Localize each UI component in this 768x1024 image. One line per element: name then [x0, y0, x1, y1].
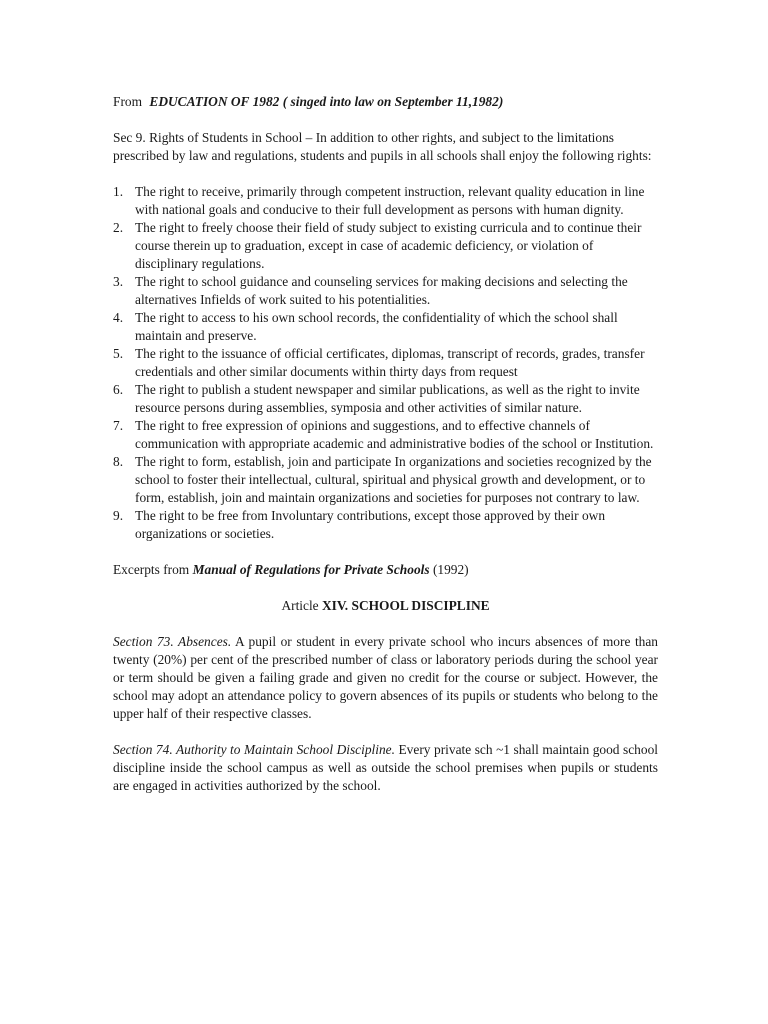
list-item: [113, 309, 658, 345]
article-prefix: Article: [281, 598, 319, 613]
list-item-text: The right to be free from Involuntary contributions, except those approved by their own organizations or societies.: [135, 508, 606, 541]
list-item: [113, 507, 658, 543]
list-item: [113, 273, 658, 309]
article-title: XIV. SCHOOL DISCIPLINE: [321, 598, 490, 613]
list-item: [113, 453, 658, 507]
list-item: [113, 219, 658, 273]
list-item-text: The right to free expression of opinions and suggestions, and to effective channels of communication with appropriate academic and administrative bodies of the school or Institution.: [135, 418, 654, 451]
document-page: [113, 93, 658, 813]
list-item: [113, 381, 658, 417]
list-item-number: 4.: [113, 310, 124, 325]
list-item-text: The right to form, establish, join and participate In organizations and societies recognized by the school to foster their intellectual, cultural, spiritual and physical growth and development, or to form, establish, join and maintain organizations and societies for purposes not contrary to law.: [135, 454, 652, 505]
list-item-text: The right to freely choose their field of study subject to existing curricula and to continue their course therein up to graduation, except in case of academic deficiency, or violation of disciplinary regulations.: [135, 220, 642, 271]
list-item-text: The right to the issuance of official certificates, diplomas, transcript of records, grades, transfer credentials and other similar documents within thirty days from request: [135, 346, 645, 379]
list-item-number: 9.: [113, 508, 124, 523]
article-heading: [113, 597, 658, 615]
excerpt-prefix: Excerpts from: [113, 562, 190, 577]
list-item-text: The right to school guidance and counseling services for making decisions and selecting the alternatives Infields of work suited to his potentialities.: [135, 274, 628, 307]
list-item-number: 3.: [113, 274, 124, 289]
section-73-title: Section 73. Absences.: [113, 634, 232, 649]
list-item-number: 7.: [113, 418, 124, 433]
list-item-text: The right to publish a student newspaper and similar publications, as well as the right to invite resource persons during assemblies, symposia and other activities of similar nature.: [135, 382, 640, 415]
list-item-number: 5.: [113, 346, 124, 361]
list-item-number: 6.: [113, 382, 124, 397]
section-73: [113, 633, 658, 723]
section-73-text: A pupil or student in every private school who incurs absences of more than twenty (20%) per cent of the prescribed number of class or laboratory periods during the school year or term should be given a failing grade and given no credit for the course or subject. However, the school may adopt an attendance policy to govern absences of its pupils or students who belong to the upper half of their respective classes.: [113, 634, 658, 721]
manual-year: (1992): [432, 562, 469, 577]
list-item-number: 2.: [113, 220, 124, 235]
rights-list: [113, 183, 658, 543]
section-9-intro: Sec 9. Rights of Students in School – In addition to other rights, and subject to the limitations prescribed by law and regulations, students and pupils in all schools shall enjoy the following rights:: [113, 130, 652, 163]
list-item-number: 1.: [113, 184, 124, 199]
list-item-text: The right to access to his own school records, the confidentiality of which the school shall maintain and preserve.: [135, 310, 618, 343]
source-title: EDUCATION OF 1982 ( singed into law on September 11,1982): [149, 94, 504, 109]
list-item: [113, 345, 658, 381]
section-74-title: Section 74. Authority to Maintain School Discipline.: [113, 742, 395, 757]
section-74-text: Every private sch ~1 shall maintain good school discipline inside the school campus as well as outside the school premises when pupils or students are engaged in activities authorized by the school.: [113, 742, 658, 793]
list-item-number: 8.: [113, 454, 124, 469]
excerpt-line: [113, 561, 658, 579]
source-prefix: From: [113, 94, 143, 109]
list-item-text: The right to receive, primarily through competent instruction, relevant quality education in line with national goals and conducive to their full development as persons with human dignity.: [135, 184, 645, 217]
source-line: [113, 93, 658, 111]
list-item: [113, 183, 658, 219]
list-item: [113, 417, 658, 453]
section-74: [113, 741, 658, 795]
manual-title: Manual of Regulations for Private Schools: [192, 562, 430, 577]
